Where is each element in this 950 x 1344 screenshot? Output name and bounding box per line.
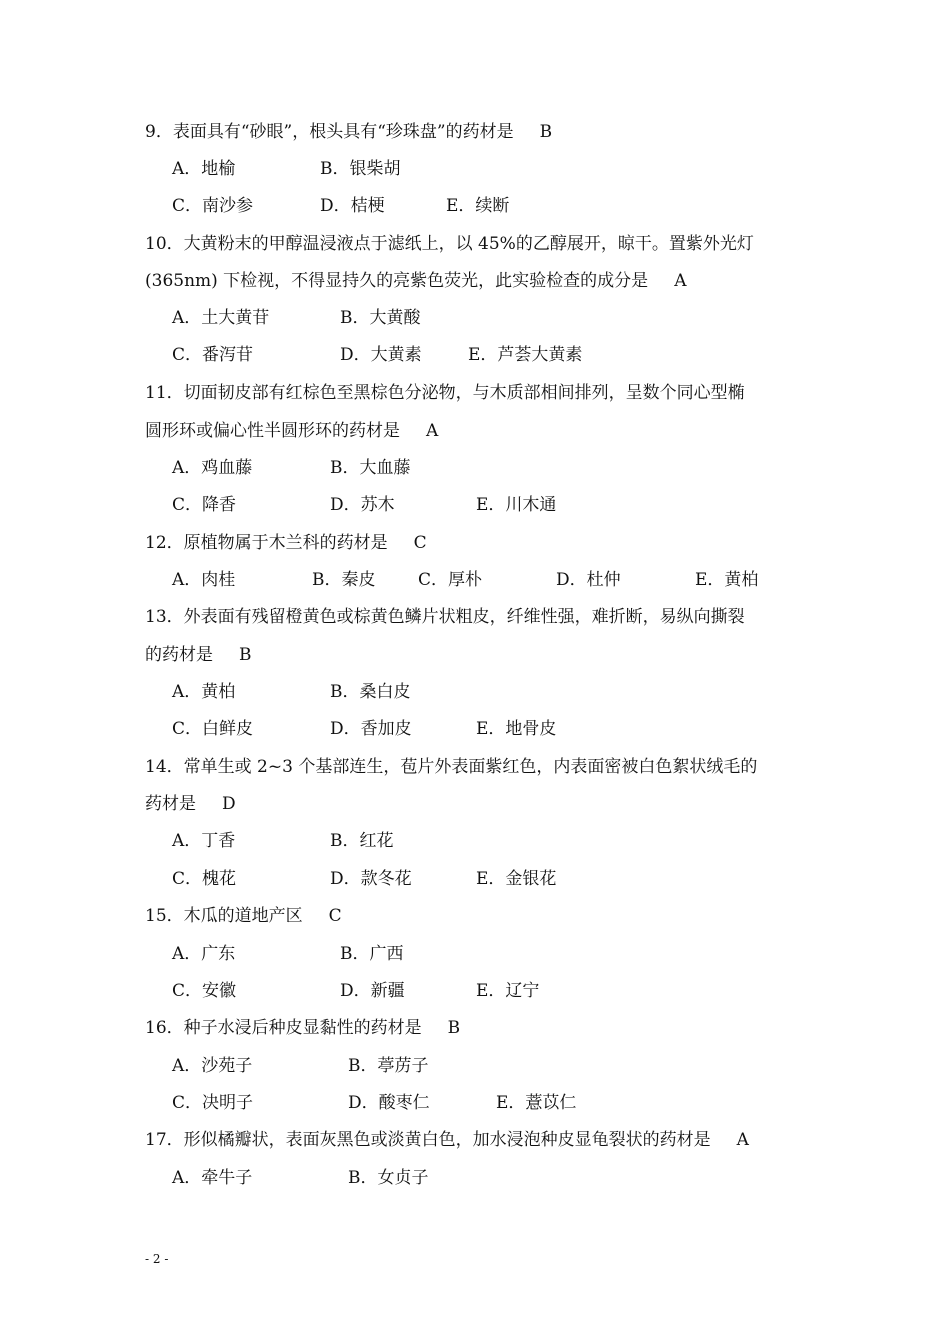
option-9a: A．地榆: [172, 159, 236, 179]
answer-17: A: [736, 1130, 749, 1150]
option-13e: E．地骨皮: [476, 719, 557, 739]
question-12: 12．原植物属于木兰科的药材是 C: [145, 533, 427, 553]
option-17b: B．女贞子: [348, 1168, 429, 1188]
option-11a: A．鸡血藤: [172, 458, 253, 478]
answer-16: B: [447, 1018, 461, 1038]
option-12b: B．秦皮: [312, 570, 376, 590]
answer-13: B: [239, 645, 252, 665]
option-9d: D．桔梗: [320, 196, 385, 216]
option-11b: B．大血藤: [330, 458, 411, 478]
option-14d: D．款冬花: [330, 869, 412, 889]
option-12a: A．肉桂: [172, 570, 236, 590]
option-16a: A．沙苑子: [172, 1056, 253, 1076]
page-number: - 2 -: [145, 1252, 169, 1266]
question-10: (365nm) 下检视，不得显持久的亮紫色荧光，此实验检查的成分是 A: [145, 271, 687, 291]
option-10b: B．大黄酸: [340, 308, 421, 328]
answer-12: C: [413, 533, 427, 553]
option-10c: C．番泻苷: [172, 345, 254, 365]
option-16b: B．葶苈子: [348, 1056, 429, 1076]
option-11e: E．川木通: [476, 495, 557, 515]
option-10a: A．土大黄苷: [172, 308, 270, 328]
answer-10: A: [674, 271, 687, 291]
option-15e: E．辽宁: [476, 981, 540, 1001]
option-17a: A．牵牛子: [172, 1168, 253, 1188]
option-10d: D．大黄素: [340, 345, 422, 365]
question-14-line1: 14．常单生或 2~3 个基部连生，苞片外表面紫红色，内表面密被白色絮状绒毛的: [145, 757, 758, 777]
option-9c: C．南沙参: [172, 196, 254, 216]
answer-9: B: [539, 122, 553, 142]
option-16e: E．薏苡仁: [496, 1093, 577, 1113]
question-13-line1: 13．外表面有残留橙黄色或棕黄色鳞片状粗皮，纤维性强，难折断，易纵向撕裂: [145, 607, 745, 627]
option-9b: B．银柴胡: [320, 159, 401, 179]
option-13b: B．桑白皮: [330, 682, 411, 702]
answer-14: D: [222, 794, 236, 814]
option-16d: D．酸枣仁: [348, 1093, 430, 1113]
answer-15: C: [328, 906, 342, 926]
question-10-line1: 10．大黄粉末的甲醇温浸液点于滤纸上，以 45%的乙醇展开，晾干。置紫外光灯: [145, 234, 754, 254]
answer-11: A: [426, 421, 439, 441]
question-14: 药材是 D: [145, 794, 236, 814]
option-13a: A．黄柏: [172, 682, 236, 702]
question-15: 15．木瓜的道地产区 C: [145, 906, 342, 926]
option-13d: D．香加皮: [330, 719, 412, 739]
question-11: 圆形环或偏心性半圆形环的药材是 A: [145, 421, 439, 441]
option-12c: C．厚朴: [418, 570, 483, 590]
option-11d: D．苏木: [330, 495, 395, 515]
option-12d: D．杜仲: [556, 570, 621, 590]
option-14c: C．槐花: [172, 869, 237, 889]
option-16c: C．决明子: [172, 1093, 254, 1113]
option-14a: A．丁香: [172, 831, 236, 851]
option-15a: A．广东: [172, 944, 236, 964]
option-13c: C．白鲜皮: [172, 719, 254, 739]
question-16: 16．种子水浸后种皮显黏性的药材是 B: [145, 1018, 461, 1038]
option-14b: B．红花: [330, 831, 394, 851]
question-9: 9．表面具有“砂眼”，根头具有“珍珠盘”的药材是 B: [145, 122, 553, 142]
question-17: 17．形似橘瓣状，表面灰黑色或淡黄白色，加水浸泡种皮显龟裂状的药材是 A: [145, 1130, 749, 1150]
option-9e: E．续断: [446, 196, 510, 216]
option-15b: B．广西: [340, 944, 404, 964]
option-12e: E．黄柏: [695, 570, 759, 590]
option-11c: C．降香: [172, 495, 237, 515]
question-11-line1: 11．切面韧皮部有红棕色至黑棕色分泌物，与木质部相间排列，呈数个同心型椭: [145, 383, 745, 403]
question-13: 的药材是 B: [145, 645, 252, 665]
option-15c: C．安徽: [172, 981, 237, 1001]
option-15d: D．新疆: [340, 981, 405, 1001]
option-14e: E．金银花: [476, 869, 557, 889]
option-10e: E．芦荟大黄素: [468, 345, 583, 365]
